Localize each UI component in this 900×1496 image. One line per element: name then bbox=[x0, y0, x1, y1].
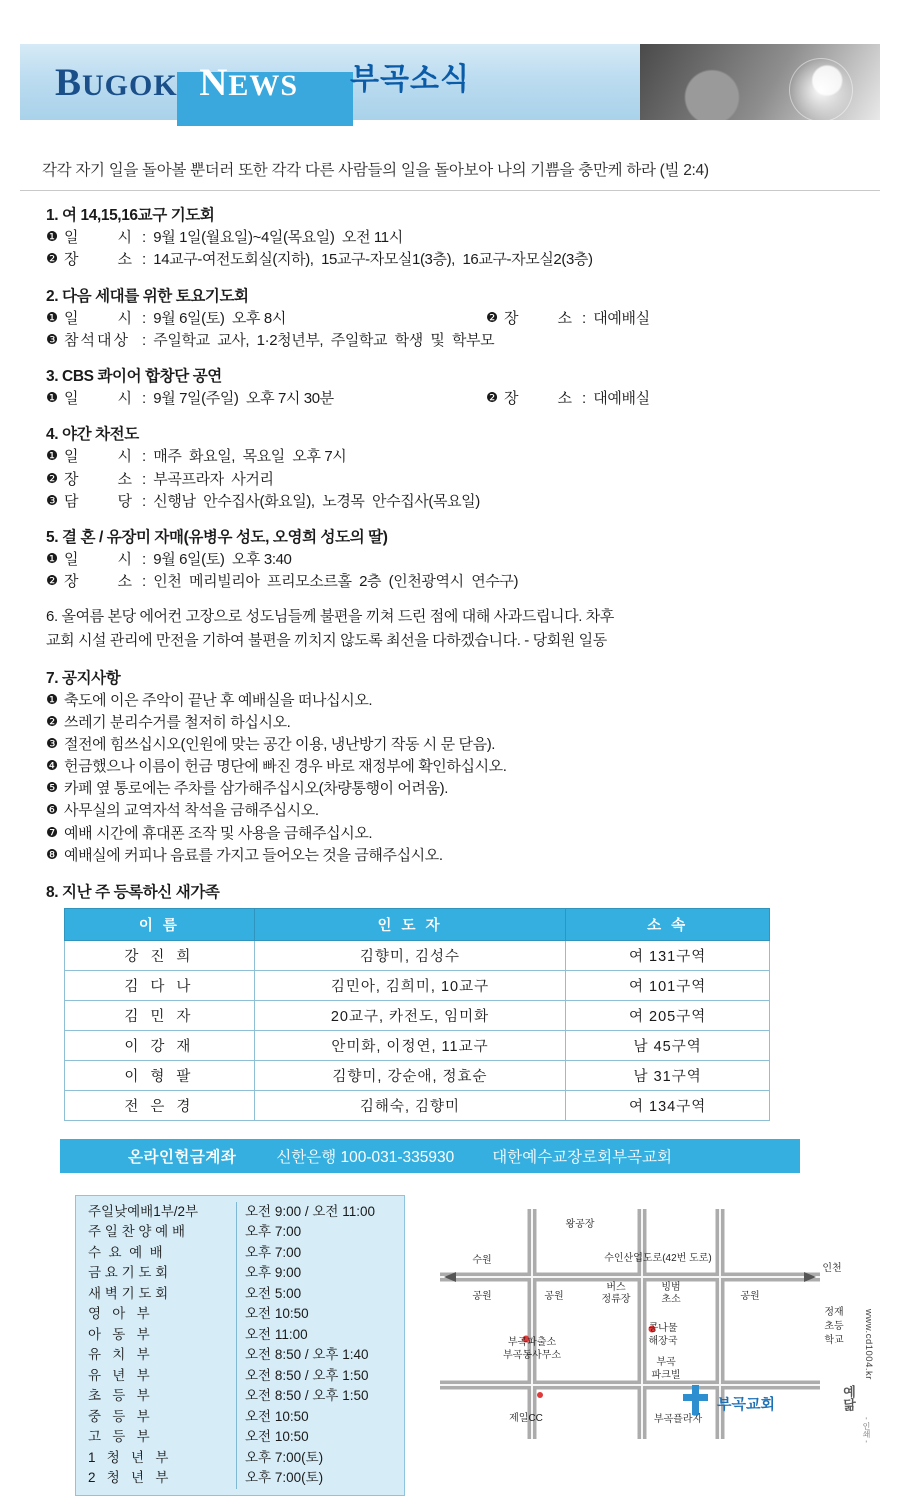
schedule-name: 수 요 예 배 bbox=[88, 1244, 163, 1260]
item-value: : 대예배실 bbox=[582, 390, 650, 407]
column-header-belong: 소 속 bbox=[566, 908, 770, 940]
cell-name: 김 다 나 bbox=[65, 970, 255, 1000]
section-7-notices bbox=[46, 666, 874, 867]
section-title: 7. 공지사항 bbox=[46, 669, 121, 687]
account-church-name: 대한예수교장로회부곡교회 bbox=[492, 1148, 672, 1166]
item-label: 일 시 bbox=[64, 448, 134, 466]
cell-name: 전 은 경 bbox=[65, 1090, 255, 1120]
sun-flare-icon bbox=[789, 58, 853, 120]
schedule-row bbox=[84, 1366, 396, 1387]
account-bank-number: 신한은행 100-031-335930 bbox=[276, 1148, 455, 1166]
notice-item bbox=[46, 824, 874, 845]
item-label: 일 시 bbox=[64, 551, 134, 568]
schedule-row bbox=[84, 1284, 396, 1305]
schedule-name: 초 등 부 bbox=[88, 1388, 150, 1404]
bullet-number: ❷ bbox=[486, 309, 498, 325]
schedule-name: 유 년 부 bbox=[88, 1367, 150, 1383]
map-label: 부곡플라자 bbox=[653, 1413, 703, 1425]
map-label: 콩나물 bbox=[648, 1322, 678, 1334]
cell-belong: 남 45구역 bbox=[566, 1030, 770, 1060]
schedule-row bbox=[84, 1325, 396, 1346]
bullet-number: ❷ bbox=[486, 390, 498, 405]
section-item bbox=[46, 331, 874, 351]
item-label: 장 소 bbox=[64, 573, 134, 591]
map-label: 인천 bbox=[822, 1262, 842, 1274]
map-label: 빙범 bbox=[661, 1281, 681, 1293]
section-item bbox=[46, 470, 874, 490]
schedule-name: 고 등 부 bbox=[88, 1429, 150, 1445]
table-header-row bbox=[65, 908, 770, 940]
map-label: 왕공장 bbox=[565, 1218, 595, 1230]
schedule-row bbox=[84, 1263, 396, 1284]
printer-sub: - 인쇄 - bbox=[862, 1416, 871, 1443]
schedule-time: 오전 8:50 / 오후 1:40 bbox=[236, 1345, 368, 1366]
schedule-row bbox=[84, 1427, 396, 1448]
item-label: 일 시 bbox=[64, 390, 134, 407]
newsletter-page bbox=[0, 22, 900, 1486]
bullet-number: ❶ bbox=[46, 229, 58, 244]
map-label: 정류장 bbox=[601, 1293, 631, 1305]
map-label: 수원 bbox=[472, 1254, 492, 1266]
map-label: 해장국 bbox=[648, 1335, 678, 1347]
bullet-number: ❶ bbox=[46, 309, 58, 325]
item-label: 담 당 bbox=[64, 492, 134, 510]
schedule-time: 오후 7:00 bbox=[236, 1243, 301, 1264]
section-item bbox=[46, 228, 874, 248]
worship-schedule-table bbox=[75, 1195, 405, 1496]
apology-line-1: 6. 올여름 본당 에어컨 고장으로 성도님들께 불편을 끼쳐 드린 점에 대해 사과드립니다. 차후 bbox=[46, 607, 614, 625]
schedule-name: 유 치 부 bbox=[88, 1347, 150, 1363]
section-item bbox=[46, 492, 874, 512]
notice-item bbox=[46, 735, 874, 756]
notice-item bbox=[46, 691, 874, 712]
item-value: : 9월 7일(주일) 오후 7시 30분 bbox=[142, 390, 334, 407]
table-row bbox=[65, 940, 770, 970]
map-label: 공원 bbox=[472, 1290, 492, 1302]
bullet-number: ❽ bbox=[46, 846, 58, 862]
cell-name: 강 진 희 bbox=[65, 940, 255, 970]
item-label: 장 소 bbox=[504, 390, 574, 407]
cell-guide: 안미화, 이정연, 11교구 bbox=[254, 1030, 566, 1060]
notice-item bbox=[46, 757, 874, 778]
notice-text: 쓰레기 분리수거를 철저히 하십시오. bbox=[64, 713, 291, 731]
section-1 bbox=[46, 203, 874, 271]
notice-item bbox=[46, 846, 874, 867]
bullet-number: ❸ bbox=[46, 331, 58, 347]
map-label: 초등 bbox=[824, 1320, 844, 1332]
section-2 bbox=[46, 284, 874, 352]
website-url: www.cd1004.kr bbox=[863, 1308, 874, 1380]
table-row bbox=[65, 1000, 770, 1030]
section-title: 2. 다음 세대를 위한 토요기도회 bbox=[46, 287, 249, 305]
map-church-label: 부곡교회 bbox=[717, 1395, 775, 1413]
section-title: 3. CBS 콰이어 합창단 공연 bbox=[46, 368, 222, 385]
section-3 bbox=[46, 364, 874, 409]
schedule-name: 금 요 기 도 회 bbox=[88, 1265, 169, 1281]
item-label: 참석대상 bbox=[64, 331, 130, 349]
cell-name: 이 강 재 bbox=[65, 1030, 255, 1060]
schedule-time: 오전 9:00 / 오전 11:00 bbox=[236, 1202, 375, 1223]
bible-verse: 각각 자기 일을 돌아볼 뿐더러 또한 각각 다른 사람들의 일을 돌아보아 나의 기쁨을 충만케 하라 (빌 2:4) bbox=[42, 162, 709, 179]
schedule-row bbox=[84, 1202, 396, 1223]
schedule-time: 오전 8:50 / 오후 1:50 bbox=[236, 1386, 368, 1407]
schedule-time: 오전 10:50 bbox=[236, 1407, 309, 1428]
bullet-number: ❷ bbox=[46, 251, 58, 267]
item-label: 장 소 bbox=[64, 251, 134, 269]
cell-belong: 여 101구역 bbox=[566, 970, 770, 1000]
item-value: : 9월 6일(토) 오후 8시 bbox=[142, 309, 286, 327]
map-label: 부곡파출소 bbox=[507, 1336, 557, 1348]
section-title: 5. 결 혼 / 유장미 자매(유병우 성도, 오영희 성도의 딸) bbox=[46, 529, 388, 546]
notice-text: 절전에 힘쓰십시오(인원에 맞는 공간 이용, 냉난방기 작동 시 문 닫음). bbox=[64, 735, 496, 753]
schedule-name: 1 청 년 부 bbox=[88, 1449, 169, 1465]
section-5 bbox=[46, 525, 874, 593]
map-label: 부곡동사무소 bbox=[503, 1349, 561, 1361]
schedule-time: 오전 10:50 bbox=[236, 1304, 309, 1325]
schedule-time: 오후 7:00(토) bbox=[236, 1468, 323, 1489]
section-title: 4. 야간 차전도 bbox=[46, 426, 139, 444]
logo-news-text: NEWS bbox=[199, 60, 299, 104]
item-value: : 9월 6일(토) 오후 3:40 bbox=[142, 551, 292, 568]
bullet-number: ❶ bbox=[46, 691, 58, 707]
cell-guide: 20교구, 카전도, 임미화 bbox=[254, 1000, 566, 1030]
cell-guide: 김해숙, 김향미 bbox=[254, 1090, 566, 1120]
cell-belong: 여 134구역 bbox=[566, 1090, 770, 1120]
schedule-time: 오후 9:00 bbox=[236, 1263, 301, 1284]
cell-belong: 여 131구역 bbox=[566, 940, 770, 970]
bullet-number: ❶ bbox=[46, 448, 58, 464]
section-item bbox=[46, 309, 874, 329]
schedule-row bbox=[84, 1468, 396, 1489]
apology-line-2: 교회 시설 관리에 만전을 기하여 불편을 끼치지 않도록 최선을 다하겠습니다. - 당회원 일동 bbox=[46, 632, 607, 649]
item-value: : 부곡프라자 사거리 bbox=[142, 470, 274, 488]
map-label: 정재 bbox=[824, 1306, 844, 1318]
schedule-row bbox=[84, 1386, 396, 1407]
notice-item bbox=[46, 801, 874, 822]
schedule-row bbox=[84, 1448, 396, 1469]
bullet-number: ❻ bbox=[46, 802, 58, 818]
schedule-time: 오후 7:00(토) bbox=[236, 1448, 323, 1469]
cell-guide: 김향미, 김성수 bbox=[254, 940, 566, 970]
notice-text: 헌금했으나 이름이 헌금 명단에 빠진 경우 바로 재정부에 확인하십시오. bbox=[64, 758, 507, 776]
item-value: : 14교구-여전도회실(지하), 15교구-자모실1(3층), 16교구-자모실2(3층) bbox=[142, 251, 593, 269]
map-label: 제일CC bbox=[509, 1412, 543, 1424]
bullet-number: ❷ bbox=[46, 713, 58, 729]
printer-brand: 예닮 bbox=[841, 1384, 856, 1411]
notice-text: 카페 옆 통로에는 주차를 삼가해주십시오(차량통행이 어려움). bbox=[64, 780, 449, 798]
bottom-area bbox=[20, 1189, 880, 1489]
online-offering-account-bar bbox=[60, 1139, 800, 1173]
bullet-number: ❹ bbox=[46, 758, 58, 774]
schedule-name: 영 아 부 bbox=[88, 1306, 150, 1322]
map-label: 버스 bbox=[606, 1281, 626, 1293]
section-item bbox=[46, 572, 874, 592]
table-row bbox=[65, 1060, 770, 1090]
schedule-row bbox=[84, 1222, 396, 1243]
item-label: 장 소 bbox=[504, 309, 574, 327]
bullet-number: ❸ bbox=[46, 492, 58, 508]
schedule-time: 오전 5:00 bbox=[236, 1284, 301, 1305]
cell-name: 김 민 자 bbox=[65, 1000, 255, 1030]
section-6-apology bbox=[46, 606, 874, 653]
bullet-number: ❺ bbox=[46, 780, 58, 796]
map-label: 파크빌 bbox=[651, 1369, 681, 1381]
logo bbox=[55, 52, 315, 112]
schedule-name: 아 동 부 bbox=[88, 1326, 150, 1342]
schedule-name: 새 벽 기 도 회 bbox=[88, 1285, 169, 1301]
cell-name: 이 형 팔 bbox=[65, 1060, 255, 1090]
schedule-time: 오전 11:00 bbox=[236, 1325, 308, 1346]
bullet-number: ❷ bbox=[46, 573, 58, 589]
table-row bbox=[65, 970, 770, 1000]
map-label: 학교 bbox=[824, 1334, 844, 1346]
bullet-number: ❼ bbox=[46, 824, 58, 840]
bullet-number: ❷ bbox=[46, 470, 58, 486]
page-header bbox=[20, 22, 880, 142]
table-row bbox=[65, 1030, 770, 1060]
column-header-guide: 인 도 자 bbox=[254, 908, 566, 940]
cell-guide: 김민아, 김희미, 10교구 bbox=[254, 970, 566, 1000]
schedule-name: 2 청 년 부 bbox=[88, 1470, 169, 1486]
item-label: 장 소 bbox=[64, 470, 134, 488]
section-item bbox=[46, 447, 874, 467]
section-item bbox=[46, 389, 874, 409]
map-label: 부곡 bbox=[656, 1356, 676, 1368]
page-title: 부곡소식 bbox=[350, 63, 470, 96]
item-value: : 신행남 안수집사(화요일), 노경목 안수집사(목요일) bbox=[142, 492, 480, 510]
cell-belong: 여 205구역 bbox=[566, 1000, 770, 1030]
notice-text: 예배실에 커피나 음료를 가지고 들어오는 것을 금해주십시오. bbox=[64, 846, 443, 864]
item-value: : 주일학교 교사, 1·2청년부, 주일학교 학생 및 학부모 bbox=[142, 331, 495, 349]
schedule-time: 오전 10:50 bbox=[236, 1427, 309, 1448]
bullet-number: ❶ bbox=[46, 551, 58, 566]
notice-item bbox=[46, 779, 874, 800]
map-label: 초소 bbox=[661, 1293, 681, 1305]
section-4 bbox=[46, 422, 874, 512]
map-label: 수인산업도로(42번 도로) bbox=[604, 1252, 712, 1264]
schedule-time: 오후 7:00 bbox=[236, 1222, 301, 1243]
main-content bbox=[0, 191, 900, 1121]
cell-belong: 남 31구역 bbox=[566, 1060, 770, 1090]
item-label: 일 시 bbox=[64, 229, 134, 246]
item-value: : 매주 화요일, 목요일 오후 7시 bbox=[142, 448, 347, 466]
bullet-number: ❶ bbox=[46, 390, 58, 405]
new-family-table bbox=[64, 908, 770, 1121]
logo-bugok-text: BUGOK bbox=[55, 60, 178, 104]
cell-guide: 김향미, 강순애, 정효순 bbox=[254, 1060, 566, 1090]
schedule-name: 주 일 찬 양 예 배 bbox=[88, 1224, 185, 1240]
section-title: 1. 여 14,15,16교구 기도회 bbox=[46, 207, 215, 224]
notice-text: 예배 시간에 휴대폰 조작 및 사용을 금해주십시오. bbox=[64, 824, 373, 842]
schedule-row bbox=[84, 1243, 396, 1264]
section-title: 8. 지난 주 등록하신 새가족 bbox=[46, 883, 220, 901]
notice-text: 사무실의 교역자석 착석을 금해주십시오. bbox=[64, 802, 319, 820]
notice-item bbox=[46, 713, 874, 734]
table-row bbox=[65, 1090, 770, 1120]
schedule-row bbox=[84, 1407, 396, 1428]
schedule-row bbox=[84, 1304, 396, 1325]
item-value: : 9월 1일(월요일)~4일(목요일) 오전 11시 bbox=[142, 229, 403, 246]
account-title: 온라인헌금계좌 bbox=[128, 1148, 237, 1166]
item-value: : 대예배실 bbox=[582, 309, 650, 327]
section-8-new-family bbox=[46, 880, 874, 1121]
header-photo bbox=[640, 44, 880, 120]
notice-text: 축도에 이은 주악이 끝난 후 예배실을 떠나십시오. bbox=[64, 691, 373, 709]
map-label: 공원 bbox=[740, 1290, 760, 1302]
schedule-name: 중 등 부 bbox=[88, 1408, 150, 1424]
schedule-name: 주일낮예배1부/2부 bbox=[88, 1203, 199, 1219]
logo-text bbox=[55, 60, 299, 104]
schedule-row bbox=[84, 1345, 396, 1366]
item-label: 일 시 bbox=[64, 309, 134, 327]
map-label: 공원 bbox=[544, 1290, 564, 1302]
section-item bbox=[46, 550, 874, 570]
schedule-time: 오전 8:50 / 오후 1:50 bbox=[236, 1366, 368, 1387]
bullet-number: ❸ bbox=[46, 735, 58, 751]
column-header-name: 이 름 bbox=[65, 908, 255, 940]
section-item bbox=[46, 250, 874, 270]
item-value: : 인천 메리빌리아 프리모소르홀 2층 (인천광역시 연수구) bbox=[142, 573, 519, 591]
location-map bbox=[420, 1189, 880, 1479]
